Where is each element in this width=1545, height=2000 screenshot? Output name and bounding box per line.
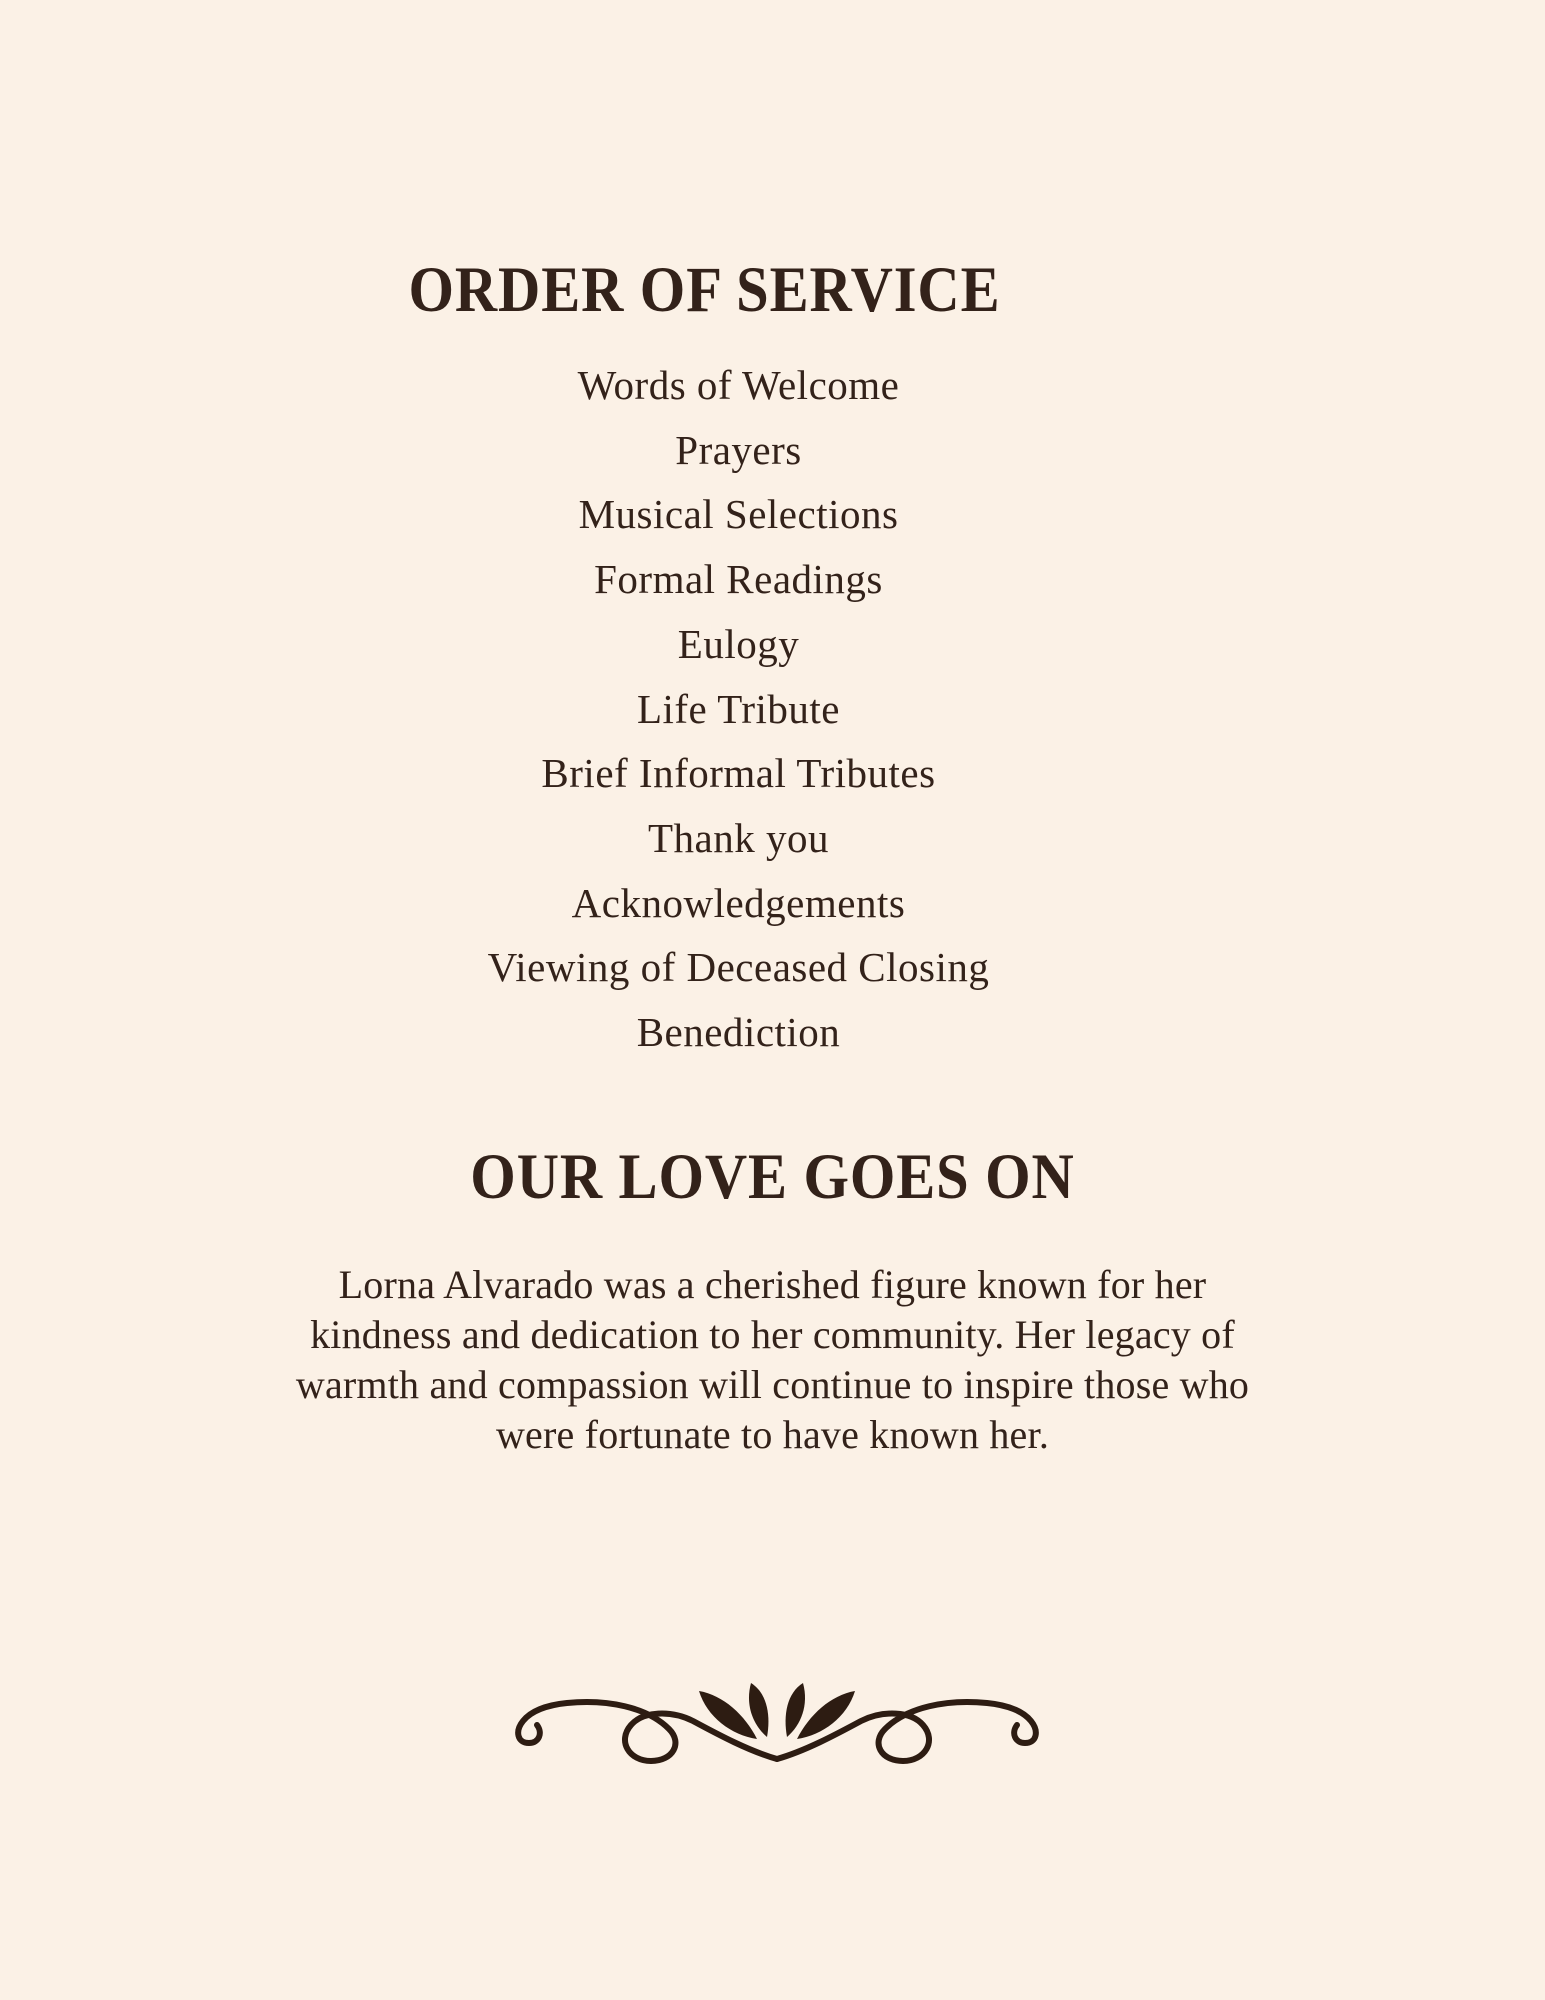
tribute-title: OUR LOVE GOES ON <box>470 1140 1075 1213</box>
order-of-service-list <box>0 353 1511 1065</box>
tribute-section <box>0 1137 1545 1460</box>
list-item: Eulogy <box>677 620 800 667</box>
tribute-paragraph: Lorna Alvarado was a cherished figure known for her kindness and dedication to her community. Her legacy of warmth and compassion will continue to inspire those who were fortunate to have known her. <box>295 1261 1250 1457</box>
footer-ornament <box>0 1681 1545 1776</box>
list-item: Formal Readings <box>594 556 883 603</box>
list-item: Life Tribute <box>636 685 841 732</box>
list-item: Prayers <box>675 426 802 473</box>
order-of-service-section <box>0 250 1511 1065</box>
flourish-divider-icon <box>494 1681 1060 1771</box>
list-item: Brief Informal Tributes <box>541 750 936 797</box>
order-of-service-title: ORDER OF SERVICE <box>408 254 1001 326</box>
list-item: Musical Selections <box>578 491 899 538</box>
list-item: Benediction <box>636 1009 841 1056</box>
list-item: Viewing of Deceased Closing <box>487 944 990 991</box>
list-item: Thank you <box>648 814 829 861</box>
list-item: Words of Welcome <box>577 362 900 408</box>
list-item: Acknowledgements <box>571 879 906 926</box>
